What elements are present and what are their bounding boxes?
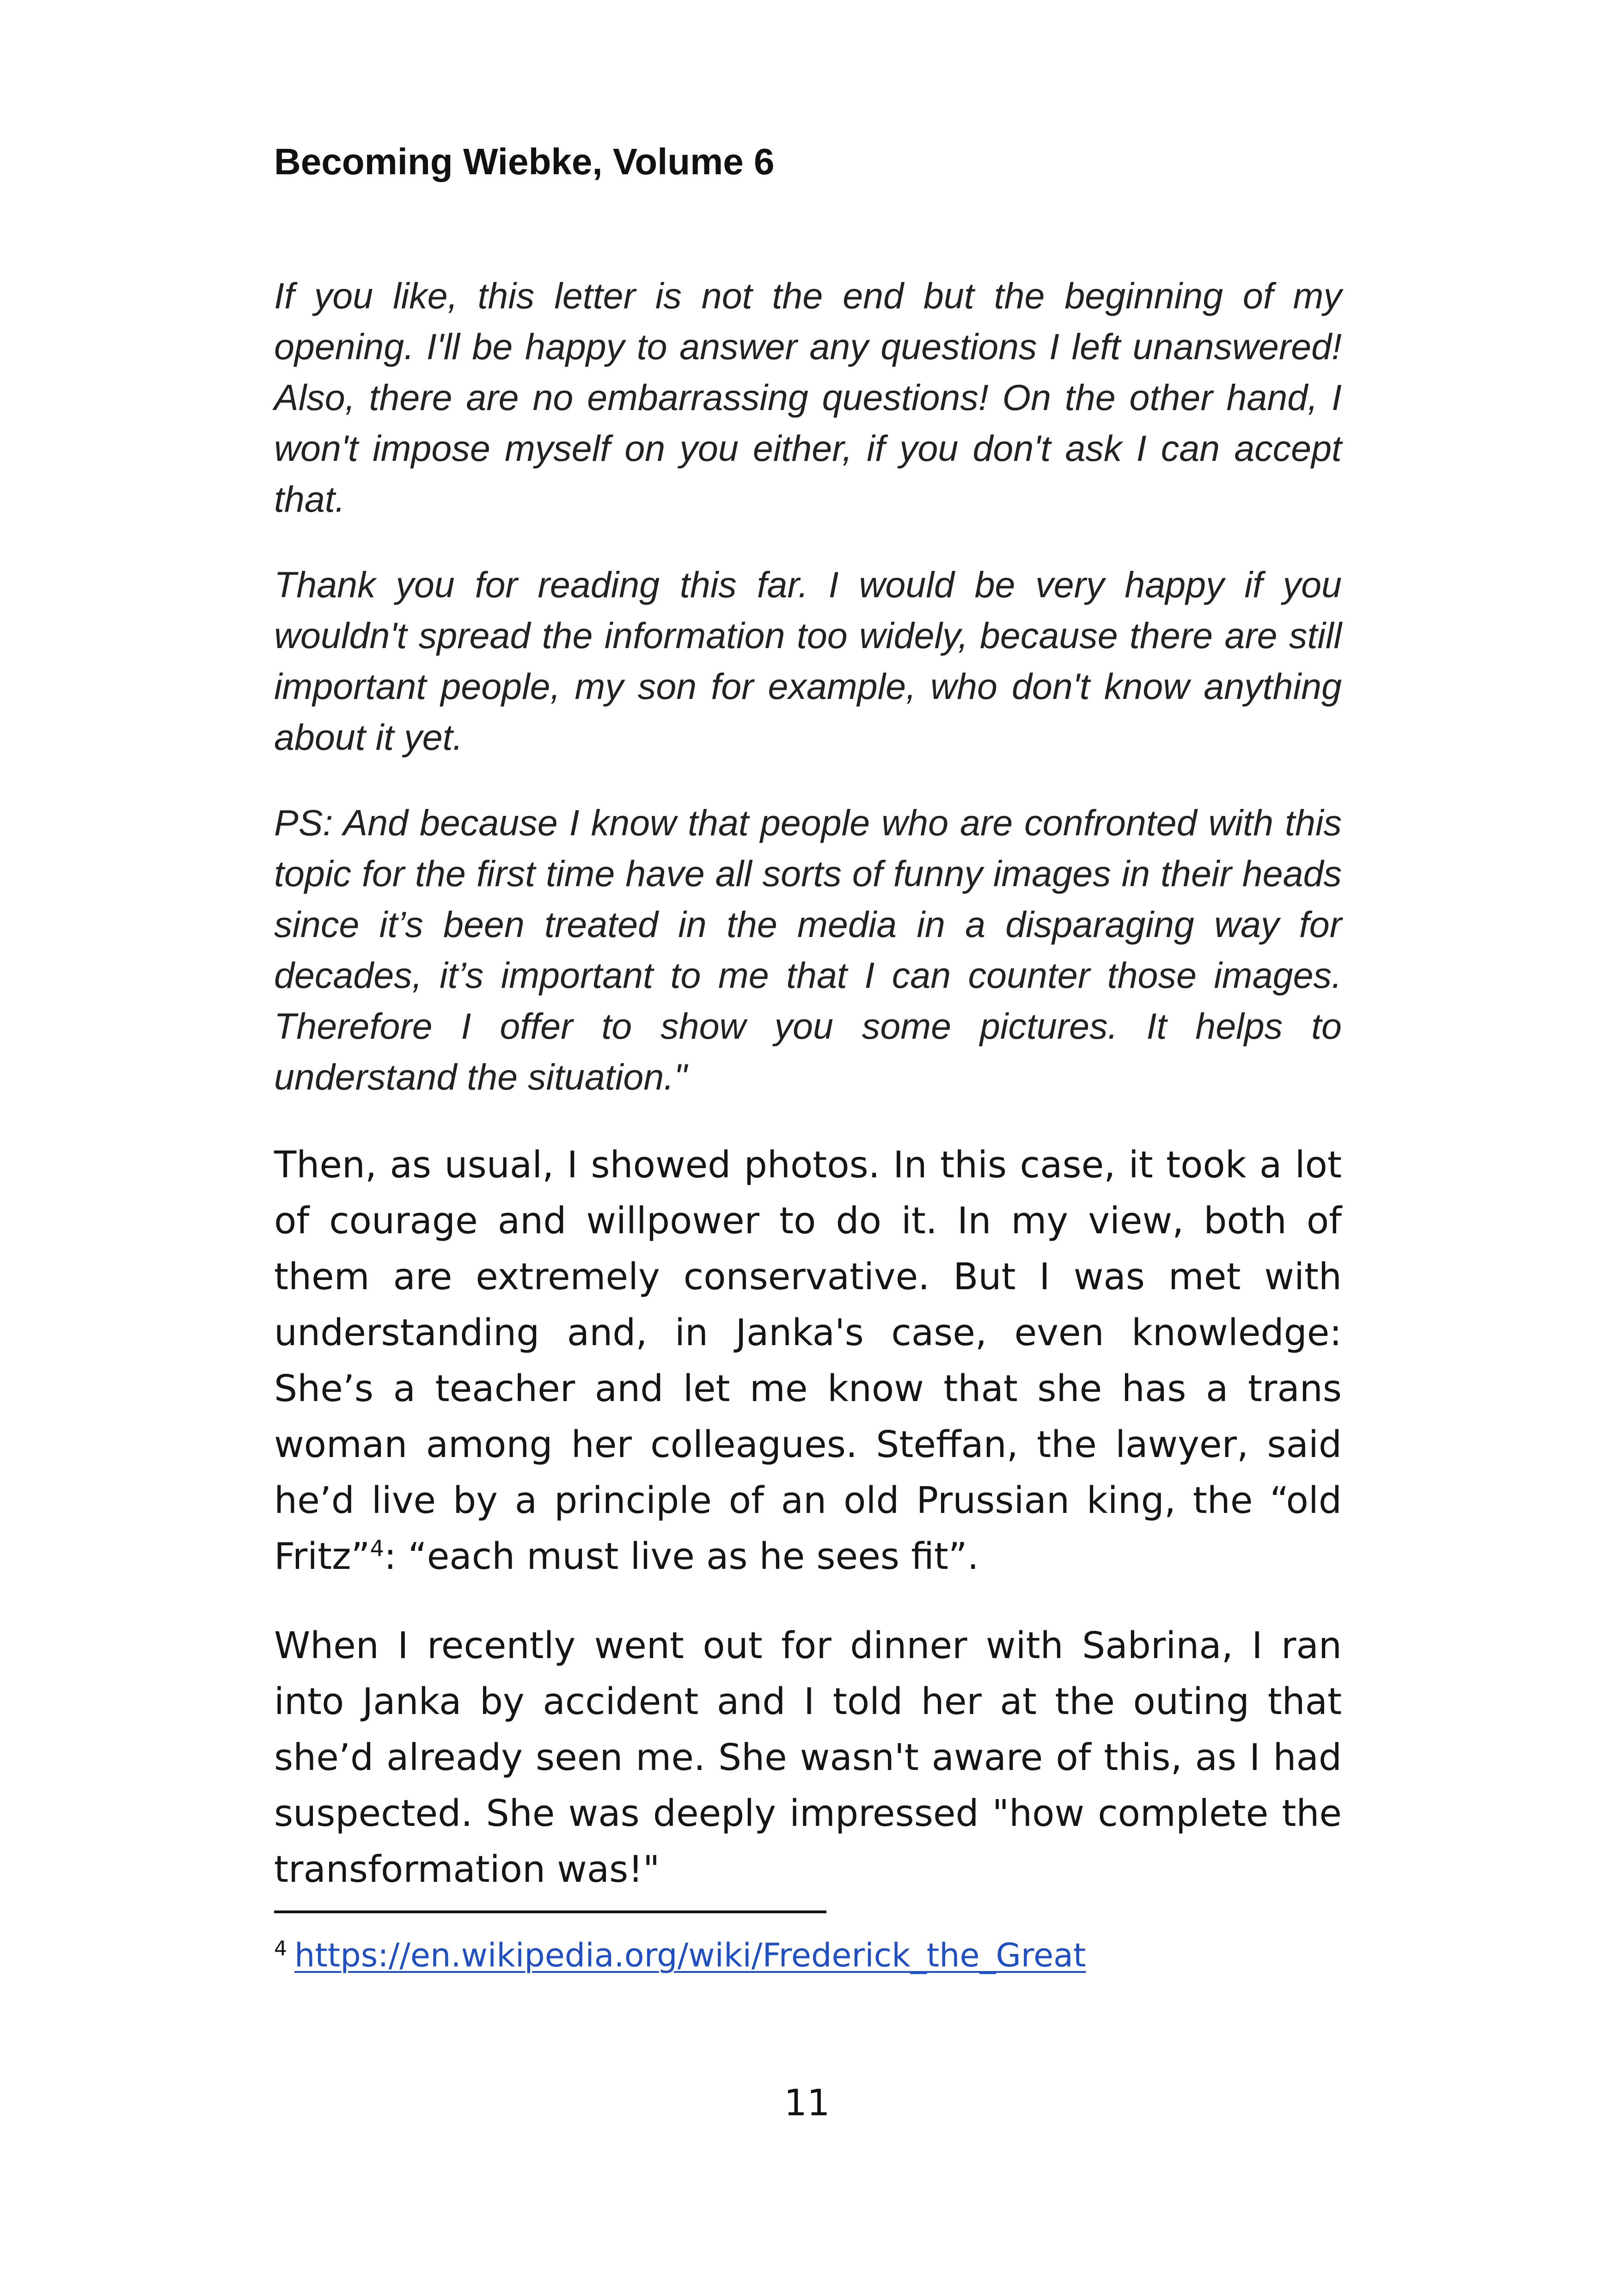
footnote-link[interactable]: https://en.wikipedia.org/wiki/Frederick_the_Great (294, 1936, 1086, 1974)
footnote-number: 4 (274, 1936, 287, 1960)
body-text: Then, as usual, I showed photos. In this case, it took a lot of courage and willpower to do it. In my view, both of them are extremely conservative. But I was met with understanding and, in Janka's case, even knowledge: She’s a teacher and let me know that she has a trans woman among her colleagues. Steffan, the lawyer, said he’d live by a principle of an old Prussian king, the “old Fritz” (274, 1144, 1342, 1578)
footnote-reference[interactable]: 4 (370, 1536, 385, 1562)
body-paragraph (274, 1137, 1342, 1585)
main-content (274, 270, 1342, 1931)
letter-paragraph: Thank you for reading this far. I would be very happy if you wouldn't spread the information too widely, because there are still important people, my son for example, who don't know anything about it yet. (274, 564, 1342, 758)
body-paragraph: When I recently went out for dinner with Sabrina, I ran into Janka by accident and I told her at the outing that she’d already seen me. She wasn't aware of this, as I had suspected. She was deeply impressed "how complete the transformation was!" (274, 1624, 1342, 1891)
footnote-divider (274, 1910, 826, 1913)
body-text: : “each must live as he sees fit”. (384, 1535, 979, 1578)
letter-paragraph: If you like, this letter is not the end but the beginning of my opening. I'll be happy to answer any questions I left unanswered! Also, there are no embarrassing questions! On the other hand, I won't impose myself on you either, if you don't ask I can accept that. (274, 275, 1342, 520)
footnote (274, 1932, 1086, 1978)
page-number: 11 (784, 2082, 830, 2124)
page-header-title: Becoming Wiebke, Volume 6 (274, 141, 775, 182)
letter-paragraph: PS: And because I know that people who are confronted with this topic for the first time have all sorts of funny images in their heads since it’s been treated in the media in a disparaging way for decades, it’s important to me that I can counter those images. Therefore I offer to show you some pictures. It helps to understand the situation." (274, 802, 1342, 1097)
